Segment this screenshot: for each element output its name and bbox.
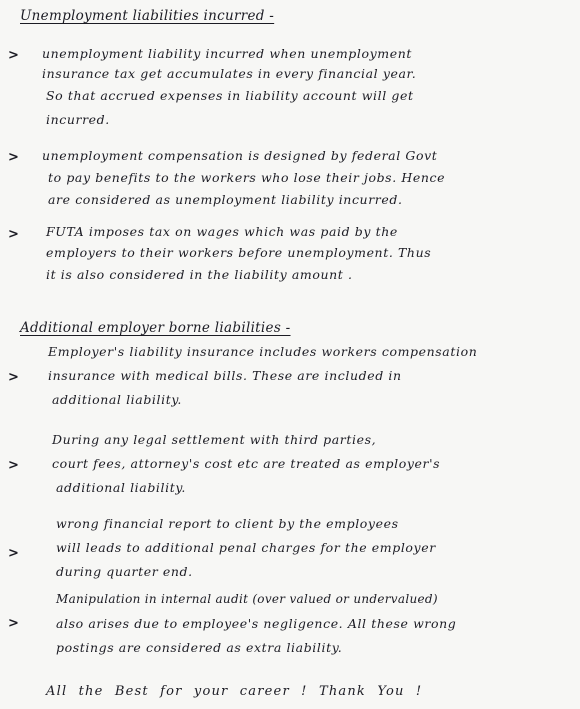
bullet1-line3: So that accrued expenses in liability account will get (46, 88, 414, 103)
bullet-arrow-icon: > (8, 546, 19, 561)
bullet1-line4: incurred. (46, 112, 110, 127)
bullet1-line1: unemployment liability incurred when unemployment (42, 46, 412, 61)
bullet2-line3: are considered as unemployment liability incurred. (48, 192, 403, 207)
bullet2-line1: unemployment compensation is designed by federal Govt (42, 148, 438, 163)
section2-heading: Additional employer borne liabilities - (20, 320, 291, 336)
bullet-arrow-icon: > (8, 616, 19, 631)
bullet-arrow-icon: > (8, 370, 19, 385)
bullet7-line3: postings are considered as extra liability. (56, 640, 343, 655)
bullet4-line3: additional liability. (52, 392, 182, 407)
bullet6-line1: wrong financial report to client by the employees (56, 516, 399, 531)
bullet-arrow-icon: > (8, 48, 19, 63)
bullet3-line1: FUTA imposes tax on wages which was paid by the (46, 224, 398, 239)
bullet3-line2: employers to their workers before unemployment. Thus (46, 245, 432, 260)
bullet5-line1: During any legal settlement with third parties, (52, 432, 377, 447)
bullet-arrow-icon: > (8, 150, 19, 165)
bullet4-line2: insurance with medical bills. These are included in (48, 368, 402, 383)
bullet2-line2: to pay benefits to the workers who lose their jobs. Hence (48, 170, 446, 185)
closing-note: All the Best for your career ! Thank You ! (46, 684, 423, 699)
bullet4-line1: Employer's liability insurance includes workers compensation (48, 344, 478, 359)
bullet6-line2: will leads to additional penal charges for the employer (56, 540, 436, 555)
bullet5-line3: additional liability. (56, 480, 186, 495)
section1-heading: Unemployment liabilities incurred - (20, 8, 275, 24)
bullet3-line3: it is also considered in the liability amount . (46, 267, 353, 282)
bullet1-line2: insurance tax get accumulates in every financial year. (42, 66, 417, 81)
bullet6-line3: during quarter end. (56, 564, 193, 579)
bullet-arrow-icon: > (8, 458, 19, 473)
bullet-arrow-icon: > (8, 227, 19, 242)
bullet7-line2: also arises due to employee's negligence. All these wrong (56, 616, 457, 631)
bullet7-line1: Manipulation in internal audit (over valued or undervalued) (56, 592, 438, 606)
bullet5-line2: court fees, attorney's cost etc are treated as employer's (52, 456, 441, 471)
